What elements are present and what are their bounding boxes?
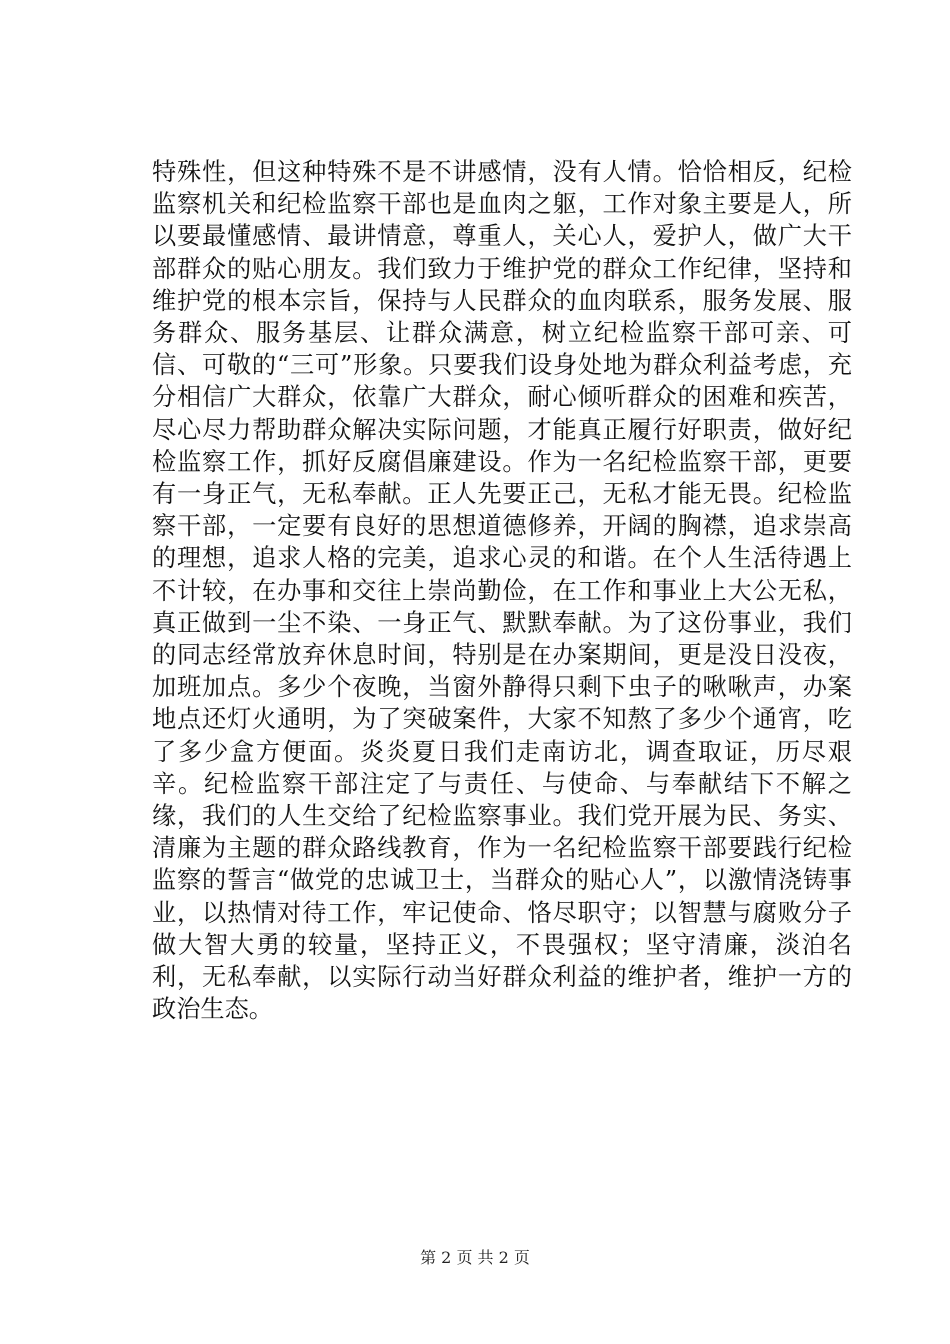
page-footer: 第 2 页 共 2 页 — [420, 1248, 530, 1267]
body-paragraph: 特殊性，但这种特殊不是不讲感情，没有人情。恰恰相反，纪检监察机关和纪检监察干部也是血肉之躯，工作对象主要是人，所以要最懂感情、最讲情意，尊重人，关心人，爱护人，做广大干部群众的贴心朋友。我们致力于维护党的群众工作纪律，坚持和维护党的根本宗旨，保持与人民群众的血肉联系，服务发展、服务群众、服务基层、让群众满意，树立纪检监察干部可亲、可信、可敬的“三可”形象。只要我们设身处地为群众利益考虑，充分相信广大群众，依靠广大群众，耐心倾听群众的困难和疾苦，尽心尽力帮助群众解决实际问题，才能真正履行好职责，做好纪检监察工作，抓好反腐倡廉建设。作为一名纪检监察干部，更要有一身正气，无私奉献。正人先要正己，无私才能无畏。纪检监察干部，一定要有良好的思想道德修养，开阔的胸襟，追求崇高的理想，追求人格的完美，追求心灵的和谐。在个人生活待遇上不计较，在办事和交往上崇尚勤俭，在工作和事业上大公无私，真正做到一尘不染、一身正气、默默奉献。为了这份事业，我们的同志经常放弃休息时间，特别是在办案期间，更是没日没夜，加班加点。多少个夜晚，当窗外静得只剩下虫子的啾啾声，办案地点还灯火通明，为了突破案件，大家不知熬了多少个通宵，吃了多少盒方便面。炎炎夏日我们走南访北，调查取证，历尽艰辛。纪检监察干部注定了与责任、与使命、与奉献结下不解之缘，我们的人生交给了纪检监察事业。我们党开展为民、务实、清廉为主题的群众路线教育，作为一名纪检监察干部要践行纪检监察的誓言“做党的忠诚卫士，当群众的贴心人”，以激情浇铸事业，以热情对待工作，牢记使命、恪尽职守；以智慧与腐败分子做大智大勇的较量，坚持正义，不畏强权；坚守清廉，淡泊名利，无私奉献，以实际行动当好群众利益的维护者，维护一方的政治生态。 — [152, 158, 852, 1024]
